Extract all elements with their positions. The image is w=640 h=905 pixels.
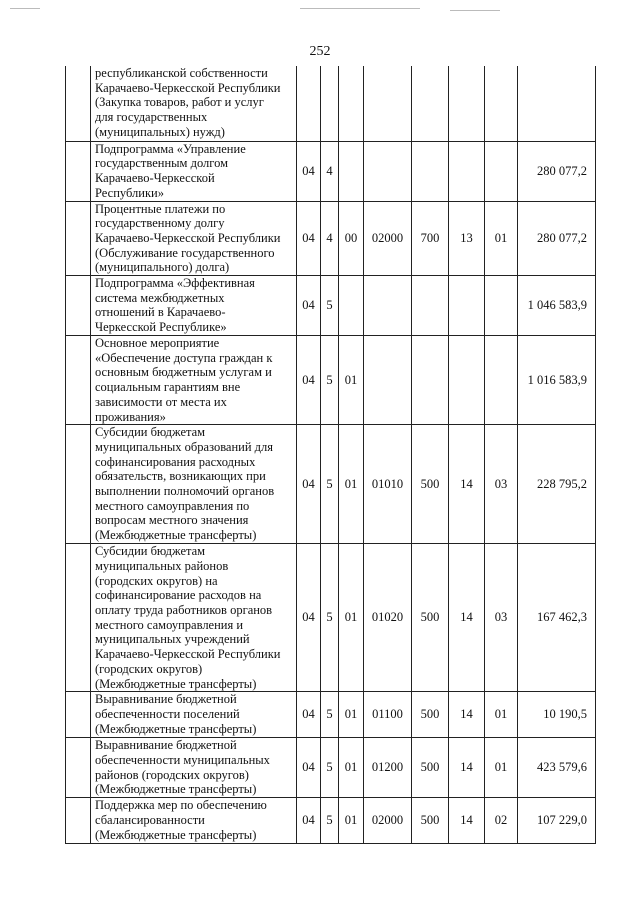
item-name-cell: [91, 141, 297, 201]
budget-table: [65, 66, 596, 844]
code-cell-1: 04: [297, 692, 321, 738]
code-cell-2: 5: [321, 425, 339, 544]
code-cell-4: [364, 141, 412, 201]
code-cell-6: [449, 66, 485, 141]
item-name-line: софинансирование расходов на: [95, 588, 262, 603]
code-cell-2: 5: [321, 798, 339, 844]
item-name-line: Подпрограмма «Управление: [95, 141, 246, 156]
table-row: [66, 692, 596, 738]
table-row: [66, 738, 596, 798]
code-cell-1: 04: [297, 425, 321, 544]
item-name-line: (Межбюджетные трансферты): [95, 721, 257, 736]
code-cell-7: 03: [485, 425, 518, 544]
code-cell-6: [449, 141, 485, 201]
code-cell-4: [364, 66, 412, 141]
item-name-line: Республики»: [95, 185, 164, 200]
table-row: [66, 201, 596, 276]
item-name-line: республиканской собственности: [95, 66, 268, 80]
row-index-cell: [66, 201, 91, 276]
code-cell-4: 02000: [364, 798, 412, 844]
item-name-line: (Закупка товаров, работ и услуг: [95, 95, 264, 110]
item-name-cell: [91, 738, 297, 798]
code-cell-1: 04: [297, 544, 321, 692]
code-cell-5: 500: [412, 798, 449, 844]
item-name-line: социальным гарантиям вне: [95, 380, 241, 395]
amount-cell: 1 046 583,9: [518, 276, 596, 336]
code-cell-3: 01: [339, 798, 364, 844]
item-name-line: основным бюджетным услугам и: [95, 365, 272, 380]
code-cell-5: 500: [412, 425, 449, 544]
item-name-line: (Обслуживание государственного: [95, 245, 275, 260]
table-row: [66, 544, 596, 692]
item-name-cell: [91, 692, 297, 738]
item-name-line: (Межбюджетные трансферты): [95, 676, 257, 691]
table-row: [66, 336, 596, 425]
item-name-line: местного самоуправления по: [95, 498, 250, 513]
table-row: [66, 141, 596, 201]
item-name-line: (Межбюджетные трансферты): [95, 827, 257, 842]
item-name-line: вопросам местного значения: [95, 513, 249, 528]
item-name-cell: [91, 276, 297, 336]
row-index-cell: [66, 798, 91, 844]
code-cell-5: 500: [412, 544, 449, 692]
item-name-line: Подпрограмма «Эффективная: [95, 276, 255, 291]
item-name-line: муниципальных учреждений: [95, 632, 250, 647]
page-number: 252: [309, 44, 331, 59]
code-cell-4: 01010: [364, 425, 412, 544]
item-name-line: сбалансированности: [95, 812, 205, 827]
table-row: [66, 425, 596, 544]
code-cell-6: [449, 336, 485, 425]
item-name-line: местного самоуправления и: [95, 617, 244, 632]
code-cell-4: 01100: [364, 692, 412, 738]
row-index-cell: [66, 336, 91, 425]
code-cell-6: 14: [449, 425, 485, 544]
code-cell-6: 14: [449, 798, 485, 844]
code-cell-3: 01: [339, 336, 364, 425]
item-name-line: для государственных: [95, 110, 208, 125]
item-name-line: зависимости от места их: [95, 394, 227, 409]
row-index-cell: [66, 276, 91, 336]
scan-artifact: [450, 10, 500, 11]
amount-cell: 228 795,2: [518, 425, 596, 544]
code-cell-2: 4: [321, 141, 339, 201]
item-name-line: (муниципального) долга): [95, 260, 230, 275]
item-name-line: Субсидии бюджетам: [95, 425, 206, 440]
scan-artifact: [300, 8, 420, 9]
code-cell-1: 04: [297, 276, 321, 336]
amount-cell: 107 229,0: [518, 798, 596, 844]
table-row: [66, 66, 596, 141]
table-row: [66, 798, 596, 844]
code-cell-5: [412, 336, 449, 425]
item-name-line: (Межбюджетные трансферты): [95, 528, 257, 543]
item-name-line: Карачаево-Черкесской: [95, 170, 215, 185]
item-name-cell: [91, 798, 297, 844]
code-cell-5: [412, 141, 449, 201]
item-name-line: Карачаево-Черкесской Республики: [95, 230, 281, 245]
code-cell-3: 00: [339, 201, 364, 276]
item-name-line: система межбюджетных: [95, 290, 225, 305]
code-cell-2: 5: [321, 738, 339, 798]
item-name-line: оплату труда работников органов: [95, 603, 273, 618]
item-name-line: софинансирования расходных: [95, 454, 256, 469]
item-name-line: Процентные платежи по: [95, 201, 226, 216]
code-cell-7: 01: [485, 738, 518, 798]
code-cell-5: 500: [412, 692, 449, 738]
code-cell-6: 14: [449, 544, 485, 692]
amount-cell: 423 579,6: [518, 738, 596, 798]
code-cell-7: [485, 66, 518, 141]
code-cell-6: 14: [449, 692, 485, 738]
code-cell-3: 01: [339, 738, 364, 798]
code-cell-1: 04: [297, 141, 321, 201]
item-name-line: проживания»: [95, 409, 166, 424]
row-index-cell: [66, 544, 91, 692]
code-cell-3: 01: [339, 425, 364, 544]
item-name-cell: [91, 201, 297, 276]
code-cell-3: [339, 66, 364, 141]
amount-cell: 280 077,2: [518, 201, 596, 276]
code-cell-3: [339, 141, 364, 201]
row-index-cell: [66, 425, 91, 544]
row-index-cell: [66, 141, 91, 201]
code-cell-1: [297, 66, 321, 141]
item-name-cell: [91, 336, 297, 425]
code-cell-7: 03: [485, 544, 518, 692]
code-cell-2: 5: [321, 692, 339, 738]
code-cell-3: 01: [339, 692, 364, 738]
item-name-line: «Обеспечение доступа граждан к: [95, 350, 273, 365]
item-name-line: Субсидии бюджетам: [95, 544, 206, 559]
row-index-cell: [66, 738, 91, 798]
item-name-line: Основное мероприятие: [95, 336, 220, 351]
code-cell-4: 02000: [364, 201, 412, 276]
code-cell-7: [485, 276, 518, 336]
amount-cell: 167 462,3: [518, 544, 596, 692]
code-cell-4: [364, 336, 412, 425]
code-cell-7: 01: [485, 201, 518, 276]
item-name-line: государственным долгом: [95, 156, 229, 171]
row-index-cell: [66, 692, 91, 738]
item-name-line: муниципальных образований для: [95, 439, 274, 454]
code-cell-5: 500: [412, 738, 449, 798]
code-cell-5: 700: [412, 201, 449, 276]
code-cell-1: 04: [297, 336, 321, 425]
item-name-cell: [91, 544, 297, 692]
item-name-line: Карачаево-Черкесской Республики: [95, 647, 281, 662]
item-name-line: муниципальных районов: [95, 558, 229, 573]
code-cell-2: 5: [321, 544, 339, 692]
item-name-line: отношений в Карачаево-: [95, 305, 226, 320]
code-cell-3: [339, 276, 364, 336]
code-cell-2: 5: [321, 336, 339, 425]
code-cell-2: 4: [321, 201, 339, 276]
code-cell-4: [364, 276, 412, 336]
item-name-line: выполнении полномочий органов: [95, 484, 275, 499]
code-cell-5: [412, 66, 449, 141]
code-cell-7: 02: [485, 798, 518, 844]
code-cell-4: 01200: [364, 738, 412, 798]
scan-artifact: [10, 8, 40, 9]
code-cell-4: 01020: [364, 544, 412, 692]
item-name-line: районов (городских округов): [95, 767, 249, 782]
item-name-line: обеспеченности поселений: [95, 706, 240, 721]
code-cell-6: 13: [449, 201, 485, 276]
code-cell-5: [412, 276, 449, 336]
item-name-line: обязательств, возникающих при: [95, 469, 266, 484]
code-cell-1: 04: [297, 798, 321, 844]
item-name-line: обеспеченности муниципальных: [95, 752, 270, 767]
item-name-line: Карачаево-Черкесской Республики: [95, 80, 281, 95]
item-name-line: (городских округов): [95, 661, 203, 676]
item-name-cell: [91, 425, 297, 544]
amount-cell: 1 016 583,9: [518, 336, 596, 425]
table-row: [66, 276, 596, 336]
item-name-line: Черкесской Республике»: [95, 320, 227, 335]
amount-cell: 280 077,2: [518, 141, 596, 201]
code-cell-6: [449, 276, 485, 336]
table-body: [66, 66, 596, 844]
code-cell-6: 14: [449, 738, 485, 798]
item-name-line: Выравнивание бюджетной: [95, 692, 237, 707]
code-cell-2: [321, 66, 339, 141]
item-name-line: Поддержка мер по обеспечению: [95, 798, 267, 813]
code-cell-3: 01: [339, 544, 364, 692]
item-name-line: (Межбюджетные трансферты): [95, 782, 257, 797]
item-name-line: (городских округов) на: [95, 573, 218, 588]
code-cell-7: [485, 336, 518, 425]
code-cell-1: 04: [297, 738, 321, 798]
item-name-line: Выравнивание бюджетной: [95, 738, 237, 753]
amount-cell: [518, 66, 596, 141]
code-cell-7: [485, 141, 518, 201]
item-name-line: государственному долгу: [95, 216, 225, 231]
code-cell-2: 5: [321, 276, 339, 336]
amount-cell: 10 190,5: [518, 692, 596, 738]
row-index-cell: [66, 66, 91, 141]
item-name-cell: [91, 66, 297, 141]
code-cell-7: 01: [485, 692, 518, 738]
item-name-line: (муниципальных) нужд): [95, 124, 225, 139]
code-cell-1: 04: [297, 201, 321, 276]
